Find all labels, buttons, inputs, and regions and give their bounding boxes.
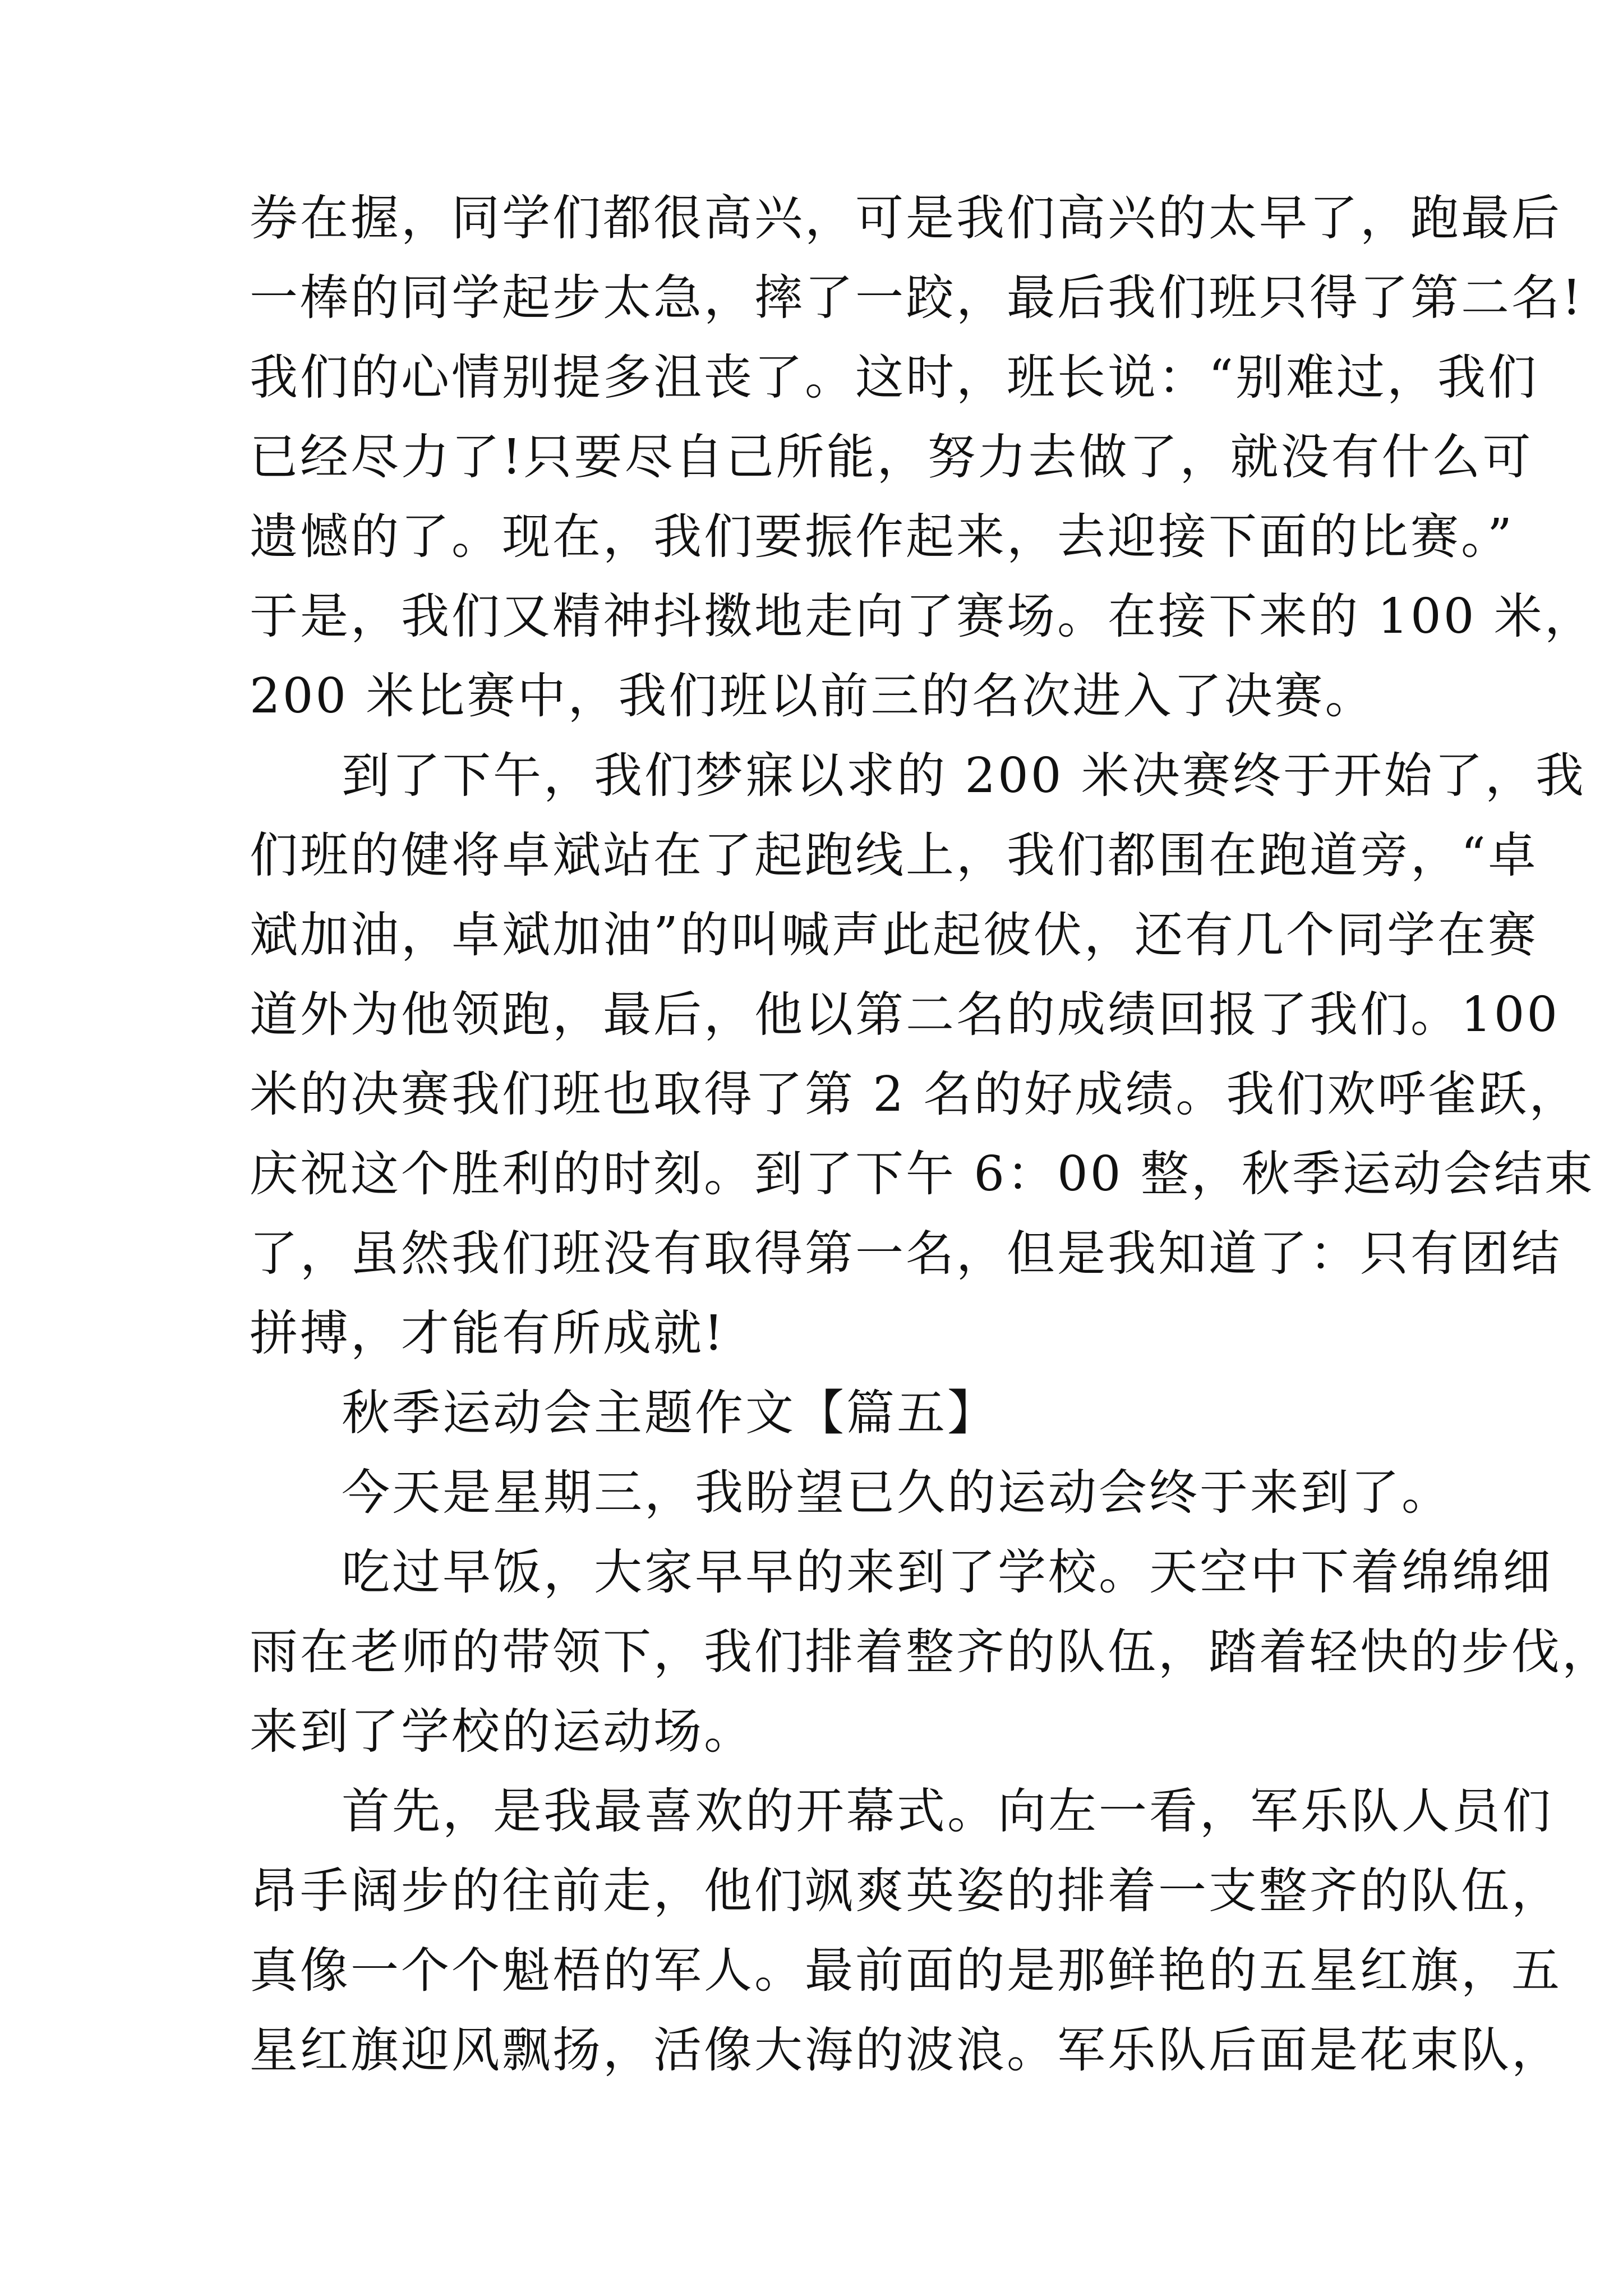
paragraph-line: 我们的心情别提多沮丧了。这时，班长说：“别难过，我们 [250, 349, 1538, 406]
paragraph-line: 真像一个个魁梧的军人。最前面的是那鲜艳的五星红旗，五 [250, 1943, 1562, 1999]
paragraph-line: 米的决赛我们班也取得了第 2 名的好成绩。我们欢呼雀跃， [250, 1066, 1580, 1122]
paragraph-line: 到了下午，我们梦寐以求的 200 米决赛终于开始了，我 [342, 748, 1586, 804]
section-heading: 秋季运动会主题作文【篇五】 [342, 1385, 998, 1441]
paragraph-line: 们班的健将卓斌站在了起跑线上，我们都围在跑道旁，“卓 [250, 827, 1538, 884]
paragraph-line: 昂手阔步的往前走，他们飒爽英姿的排着一支整齐的队伍， [250, 1863, 1562, 1919]
paragraph-line: 一棒的同学起步太急，摔了一跤，最后我们班只得了第二名! [250, 270, 1584, 326]
paragraph-line: 200 米比赛中，我们班以前三的名次进入了决赛。 [250, 668, 1376, 724]
paragraph-line: 雨在老师的带领下，我们排着整齐的队伍，踏着轻快的步伐， [250, 1624, 1612, 1680]
paragraph-line: 来到了学校的运动场。 [250, 1704, 754, 1760]
paragraph-line: 斌加油，卓斌加油”的叫喊声此起彼伏，还有几个同学在赛 [250, 907, 1538, 963]
paragraph-line: 已经尽力了!只要尽自己所能，努力去做了，就没有什么可 [250, 429, 1533, 485]
paragraph-line: 首先，是我最喜欢的开幕式。向左一看，军乐队人员们 [342, 1783, 1553, 1839]
paragraph-line: 道外为他领跑，最后，他以第二名的成绩回报了我们。100 [250, 987, 1560, 1043]
document-body [250, 178, 1612, 2090]
paragraph-line: 庆祝这个胜利的时刻。到了下午 6：00 整，秋季运动会结束 [250, 1146, 1595, 1202]
paragraph-line: 星红旗迎风飘扬，活像大海的波浪。军乐队后面是花束队， [250, 2022, 1562, 2078]
paragraph-line: 于是，我们又精神抖擞地走向了赛场。在接下来的 100 米， [250, 588, 1595, 645]
paragraph-line: 吃过早饭，大家早早的来到了学校。天空中下着绵绵细 [342, 1544, 1553, 1600]
paragraph-line: 券在握，同学们都很高兴，可是我们高兴的太早了，跑最后 [250, 190, 1562, 246]
paragraph-line: 遗憾的了。现在，我们要振作起来，去迎接下面的比赛。” [250, 509, 1514, 565]
paragraph-line: 拼搏，才能有所成就! [250, 1305, 726, 1361]
paragraph-line: 今天是星期三，我盼望已久的运动会终于来到了。 [342, 1465, 1452, 1521]
paragraph-line: 了，虽然我们班没有取得第一名，但是我知道了：只有团结 [250, 1226, 1562, 1282]
